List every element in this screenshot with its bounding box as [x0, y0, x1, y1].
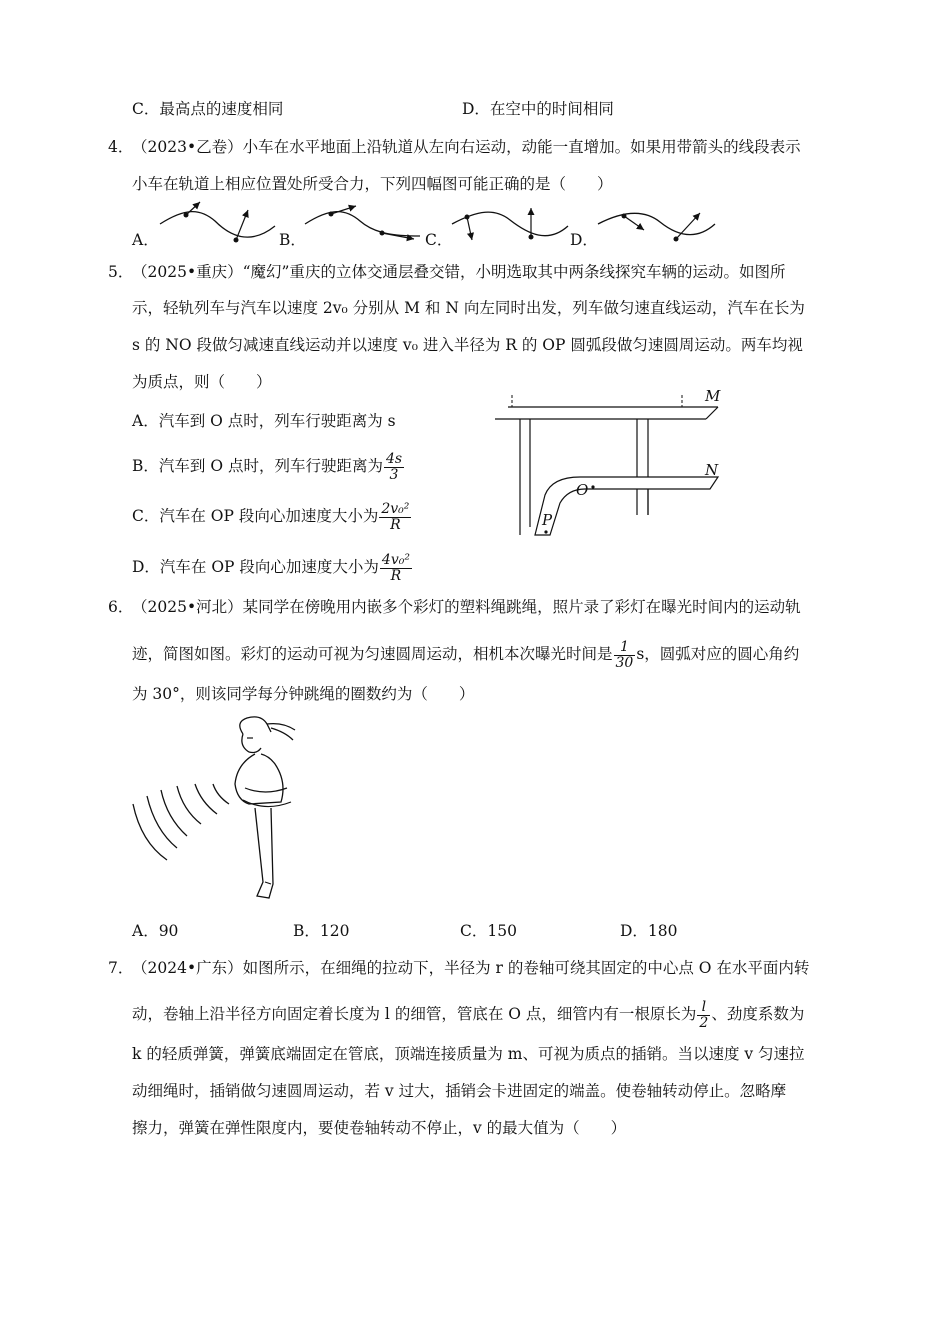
q6-option-c: C．150	[460, 922, 517, 940]
q6-option-b: B．120	[293, 922, 350, 940]
q5-label-o: O	[576, 481, 589, 499]
q5-option-b	[132, 444, 405, 488]
q6-text-line1: （2025•河北）某同学在傍晚用内嵌多个彩灯的塑料绳跳绳，照片录了彩灯在曝光时间内的运动轨	[132, 598, 801, 616]
q7-length-fraction: $\frac{l}{2}$	[699, 998, 709, 1031]
q3-option-d: D．在空中的时间相同	[462, 100, 614, 118]
q7-text-line5: 擦力，弹簧在弹性限度内，要使卷轴转动不停止，v 的最大值为（ ）	[132, 1119, 627, 1137]
q5-label-n: N	[705, 461, 719, 479]
q4-figure-d	[598, 213, 715, 242]
q6-option-a: A．90	[132, 922, 179, 940]
q5-option-c-fraction: $\frac{\text{2v₀²}}{R}$	[381, 500, 410, 533]
q4-number: 4．	[108, 138, 134, 156]
q4-figure-b	[305, 206, 420, 239]
q7-text-line2	[132, 992, 804, 1036]
q5-option-c-text: C．汽车在 OP 段向心加速度大小为	[132, 507, 379, 525]
q5-figure	[490, 385, 730, 545]
q4-label-b: B．	[279, 231, 306, 249]
q5-option-b-fraction: $\frac{4s}{3}$	[385, 450, 403, 483]
q6-text-line2-a: 迹，简图如图。彩灯的运动可视为匀速圆周运动，相机本次曝光时间是	[132, 645, 613, 663]
q5-option-c	[132, 494, 412, 538]
q6-figure	[125, 712, 345, 912]
q4-label-a: A．	[132, 231, 159, 249]
q5-text-line2: 示，轻轨列车与汽车以速度 2v₀ 分别从 M 和 N 向左同时出发，列车做匀速直线运动，汽车在长为	[132, 299, 805, 317]
q4-text-line2: 小车在轨道上相应位置处所受合力，下列四幅图可能正确的是（ ）	[132, 175, 613, 193]
q5-number: 5．	[108, 263, 134, 281]
q7-text-line4: 动细绳时，插销做匀速圆周运动，若 v 过大，插销会卡进固定的端盖。使卷轴转动停止。忽略摩	[132, 1082, 787, 1100]
q7-text-line2-b: 、劲度系数为	[711, 1005, 805, 1023]
q5-text-line4: 为质点，则（ ）	[132, 373, 272, 391]
q4-figure-a	[160, 202, 275, 243]
q7-text-line1: （2024•广东）如图所示，在细绳的拉动下，半径为 r 的卷轴可绕其固定的中心点 O 在水平面内转	[132, 959, 810, 977]
q6-number: 6．	[108, 598, 134, 616]
q6-text-line2	[132, 632, 799, 676]
q6-text-line2-b: s，圆弧对应的圆心角约	[636, 645, 800, 663]
q4-figures	[0, 196, 950, 256]
q5-option-d	[132, 545, 413, 589]
q6-text-line3: 为 30°，则该同学每分钟跳绳的圈数约为（ ）	[132, 685, 475, 703]
q6-time-fraction: $\frac{1}{30}$	[615, 638, 634, 671]
q7-text-line2-a: 动，卷轴上沿半径方向固定着长度为 l 的细管，管底在 O 点，细管内有一根原长为	[132, 1005, 697, 1023]
q4-text-line1: （2023•乙卷）小车在水平地面上沿轨道从左向右运动，动能一直增加。如果用带箭头的线段表示	[132, 138, 801, 156]
q4-figure-c	[452, 208, 568, 240]
q5-option-a: A．汽车到 O 点时，列车行驶距离为 s	[132, 412, 396, 430]
q7-number: 7．	[108, 959, 134, 977]
q5-option-d-text: D．汽车在 OP 段向心加速度大小为	[132, 558, 379, 576]
q7-text-line3: k 的轻质弹簧，弹簧底端固定在管底，顶端连接质量为 m、可视为质点的插销。当以速度 v 匀速拉	[132, 1045, 805, 1063]
q5-option-b-text: B．汽车到 O 点时，列车行驶距离为	[132, 457, 383, 475]
q5-text-line1: （2025•重庆）“魔幻”重庆的立体交通层叠交错，小明选取其中两条线探究车辆的运动。如图所	[132, 263, 786, 281]
q5-label-p: P	[542, 511, 553, 529]
q6-option-d: D．180	[620, 922, 678, 940]
q5-label-m: M	[705, 387, 721, 405]
q3-option-c: C．最高点的速度相同	[132, 100, 284, 118]
q4-label-c: C．	[425, 231, 453, 249]
q5-text-line3: s 的 NO 段做匀减速直线运动并以速度 v₀ 进入半径为 R 的 OP 圆弧段做匀速圆周运动。两车均视	[132, 336, 803, 354]
q4-label-d: D．	[570, 231, 598, 249]
q5-option-d-fraction: $\frac{\text{4v₀²}}{R}$	[381, 551, 410, 584]
